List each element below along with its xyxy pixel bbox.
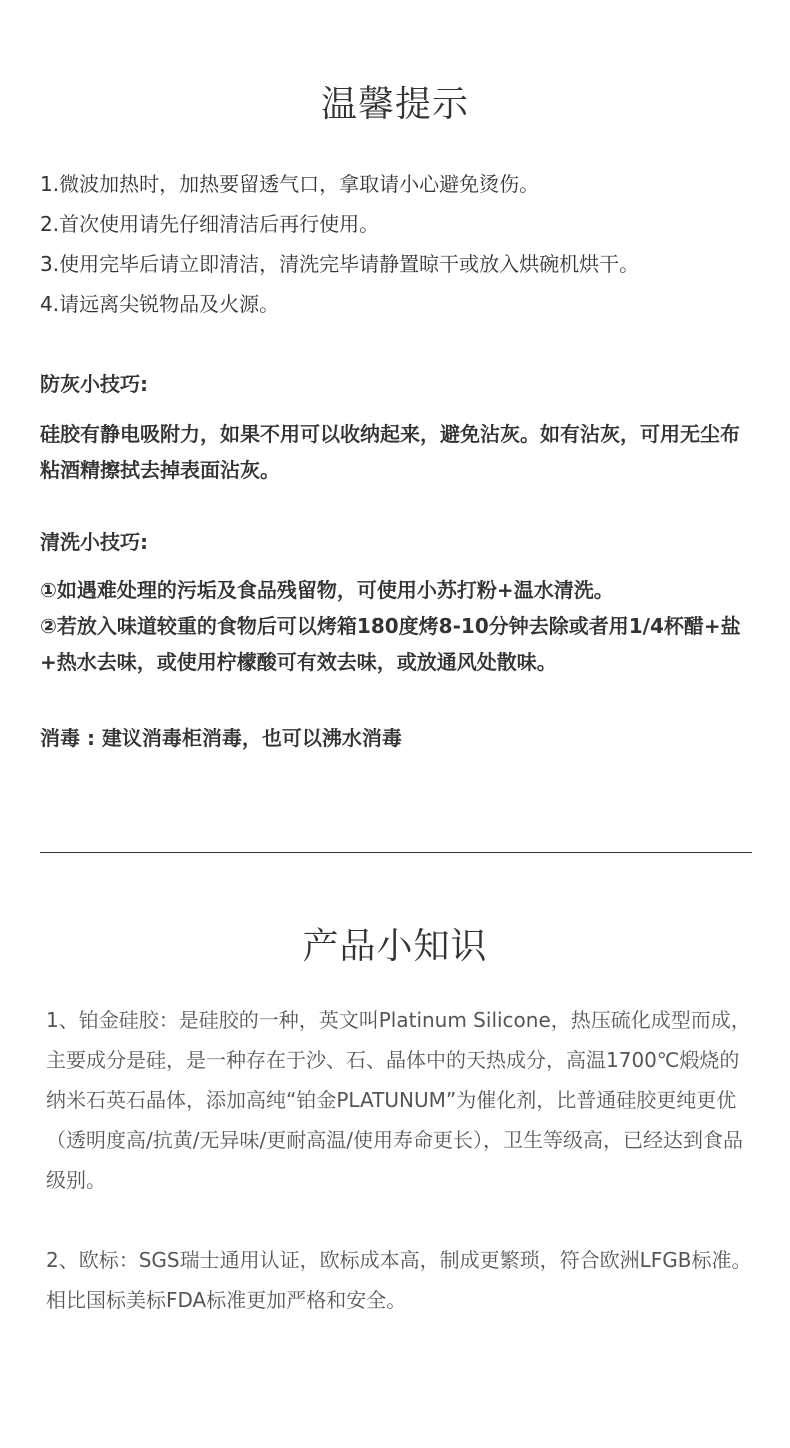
knowledge-paragraph-platinum: 1、铂金硅胶：是硅胶的一种，英文叫Platinum Silicone，热压硫化成型而成，主要成分是硅，是一种存在于沙、石、晶体中的天热成分，高温1700℃煅烧的纳米石英石晶体，添加高纯“铂金PLATUNUM”为催化剂，比普通硅胶更纯更优（透明度高/抗黄/无异味/更耐高温/使用寿命更长），卫生等级高，已经达到食品级别。	[46, 1008, 751, 1192]
tip-item-1: 1.微波加热时，加热要留透气口，拿取请小心避免烫伤。	[40, 172, 540, 196]
tips-list	[40, 164, 760, 324]
section-divider	[40, 852, 752, 853]
dust-tips-heading: 防灰小技巧:	[40, 372, 148, 396]
tips-heading: 温馨提示	[320, 84, 469, 125]
disinfect-text: 消毒 : 建议消毒柜消毒，也可以沸水消毒	[40, 726, 402, 750]
cleaning-tips-heading: 清洗小技巧:	[40, 530, 148, 554]
knowledge-heading: 产品小知识	[302, 926, 488, 967]
knowledge-paragraph-eu-standard: 2、欧标：SGS瑞士通用认证，欧标成本高，制成更繁琐，符合欧洲LFGB标准。相比国标美标FDA标准更加严格和安全。	[46, 1248, 752, 1312]
cleaning-tip-1: ①如遇难处理的污垢及食品残留物，可使用小苏打粉+温水清洗。	[40, 578, 614, 602]
dust-tips-text: 硅胶有静电吸附力，如果不用可以收纳起来，避免沾灰。如有沾灰，可用无尘布粘酒精擦拭去掉表面沾灰。	[40, 422, 740, 482]
cleaning-tips-list	[40, 572, 752, 680]
tip-item-2: 2.首次使用请先仔细清洁后再行使用。	[40, 212, 380, 236]
cleaning-tip-2: ②若放入味道较重的食物后可以烤箱180度烤8-10分钟去除或者用1/4杯醋+盐+热水去味，或使用柠檬酸可有效去味，或放通风处散味。	[40, 614, 741, 674]
tip-item-4: 4.请远离尖锐物品及火源。	[40, 292, 280, 316]
tip-item-3: 3.使用完毕后请立即清洁，清洗完毕请静置晾干或放入烘碗机烘干。	[40, 252, 640, 276]
